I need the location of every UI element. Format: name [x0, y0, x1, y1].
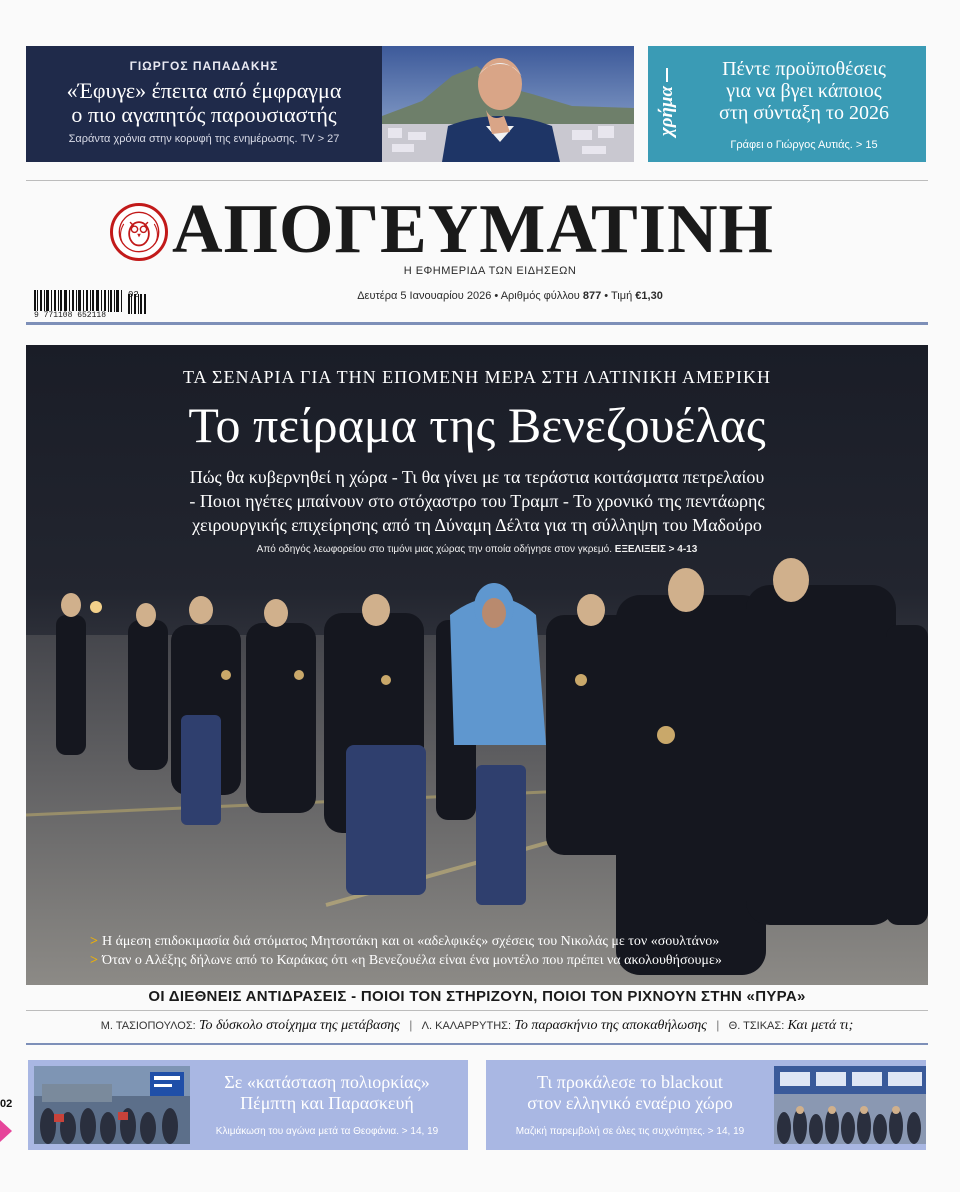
- price-label: Τιμή: [611, 290, 633, 302]
- teaser-tv-headline-line2: ο πιο αγαπητός παρουσιαστής: [71, 102, 337, 127]
- teaser-strike-line1: Σε «κατάσταση πολιορκίας»: [224, 1072, 430, 1092]
- reactions-headline[interactable]: ΟΙ ΔΙΕΘΝΕΙΣ ΑΝΤΙΔΡΑΣΕΙΣ - ΠΟΙΟΙ ΤΟΝ ΣΤΗΡΙΖΟΥΝ, ΠΟΙΟΙ ΤΟΝ ΡΙΧΝΟΥΝ ΣΤΗΝ «ΠΥΡΑ»: [148, 988, 806, 1005]
- teaser-strike-headline: [192, 1072, 462, 1114]
- teaser-pension[interactable]: [648, 46, 926, 162]
- barcode-digits: 9 771108 652118: [34, 311, 107, 320]
- main-bullet-text-2: Όταν ο Αλέξης δήλωνε από το Καράκας ότι «η Βενεζουέλα είναι ένα μοντέλο που πρέπει να ακολουθήσουμε»: [101, 953, 722, 968]
- section-label-bar: [666, 68, 668, 82]
- page-edge-number: 02: [0, 1098, 13, 1110]
- presenter-photo: [382, 46, 634, 162]
- teaser-blackout-line2: στον ελληνικό εναέριο χώρο: [527, 1093, 733, 1113]
- teaser-tv-headline: [26, 79, 382, 127]
- teaser-tv-headline-line1: «Έφυγε» έπειτα από έμφραγμα: [66, 78, 342, 103]
- opinion-title: Και μετά τι;: [787, 1018, 854, 1033]
- main-lede-line2: - Ποιοι ηγέτες μπαίνουν στο στόχαστρο του Τραμπ - Το χρονικό της πεντάωρης: [189, 491, 765, 511]
- main-bullet-text-1: Η άμεση επιδοκιμασία διά στόματος Μητσοτάκη και οι «αδελφικές» σχέσεις του Νικολάς με τον «σουλτάνο»: [101, 934, 720, 949]
- bullet-arrow-icon: >: [90, 953, 98, 968]
- teaser-tv-presenter[interactable]: [26, 46, 634, 162]
- issue-date: Δευτέρα 5 Ιανουαρίου 2026: [357, 290, 492, 302]
- dateline-sep2: •: [604, 290, 611, 302]
- owl-emblem-icon: [110, 203, 168, 261]
- opinion-divider: |: [716, 1018, 720, 1032]
- opinions-strip: [26, 1018, 928, 1034]
- section-label-money: [654, 68, 680, 148]
- main-bullet[interactable]: [90, 951, 910, 970]
- teaser-strike-line2: Πέμπτη και Παρασκευή: [240, 1093, 414, 1113]
- teaser-tv-sub: Σαράντα χρόνια στην κορυφή της ενημέρωσης. TV > 27: [68, 133, 340, 145]
- teaser-pension-line1: Πέντε προϋποθέσεις: [722, 58, 886, 80]
- teaser-tv-text: [26, 46, 382, 162]
- teaser-blackout[interactable]: [486, 1060, 926, 1150]
- main-story[interactable]: [26, 345, 928, 985]
- masthead-rule-top: [26, 180, 928, 181]
- opinions-rule-bottom: [26, 1043, 928, 1045]
- issue-label: Αριθμός φύλλου: [500, 290, 580, 302]
- protest-photo: [34, 1066, 190, 1144]
- photo-caption-ref: ΕΞΕΛΙΞΕΙΣ > 4-13: [614, 544, 698, 555]
- dateline-sep: •: [494, 290, 501, 302]
- masthead-rule-bottom: [26, 322, 928, 325]
- opinion-author: Λ. ΚΑΛΑΡΡΥΤΗΣ:: [421, 1020, 512, 1032]
- airport-photo: [774, 1066, 926, 1144]
- teaser-pension-line3: στη σύνταξη το 2026: [719, 102, 889, 124]
- opinions-rule: [26, 1010, 928, 1011]
- main-kicker: ΤΑ ΣΕΝΑΡΙΑ ΓΙΑ ΤΗΝ ΕΠΟΜΕΝΗ ΜΕΡΑ ΣΤΗ ΛΑΤΙΝΙΚΗ ΑΜΕΡΙΚΗ: [182, 367, 772, 387]
- opinion-item[interactable]: [101, 1018, 403, 1032]
- main-lede: [96, 465, 858, 537]
- opinion-author: Μ. ΤΑΣΙΟΠΟΥΛΟΣ:: [100, 1020, 196, 1032]
- page-edge-marker-icon: [0, 1120, 12, 1142]
- issue-number: 877: [582, 290, 602, 302]
- teaser-pension-sub: Γράφει ο Γιώργος Αυτιάς. > 15: [730, 139, 878, 151]
- masthead-tagline: Η ΕΦΗΜΕΡΙΔΑ ΤΩΝ ΕΙΔΗΣΕΩΝ: [403, 265, 577, 277]
- main-bullet[interactable]: [90, 932, 910, 951]
- dateline: [300, 290, 720, 302]
- main-lede-line1: Πώς θα κυβερνηθεί η χώρα - Τι θα γίνει με τα τεράστια κοιτάσματα πετρελαίου: [189, 467, 765, 487]
- photo-caption-text: Από οδηγός λεωφορείου στο τιμόνι μιας χώρας την οποία οδήγησε στον γκρεμό.: [256, 544, 612, 555]
- teaser-pension-headline: [686, 58, 922, 124]
- masthead-title: ΑΠΟΓΕΥΜΑΤΙΝΗ: [172, 191, 774, 268]
- opinion-item[interactable]: [418, 1018, 710, 1032]
- opinion-item[interactable]: [725, 1018, 853, 1032]
- main-bullets: [90, 932, 910, 970]
- teaser-pension-line2: για να βγει κάποιος: [726, 80, 882, 102]
- photo-caption: [26, 544, 928, 555]
- teaser-blackout-headline: [490, 1072, 770, 1114]
- teaser-blackout-sub: Μαζική παρεμβολή σε όλες τις συχνότητες. > 14, 19: [515, 1126, 745, 1137]
- price: €1,30: [635, 290, 663, 302]
- opinion-author: Θ. ΤΣΙΚΑΣ:: [728, 1020, 785, 1032]
- opinion-title: Το παρασκήνιο της αποκαθήλωσης: [514, 1018, 707, 1033]
- section-label-text: χρήμα: [656, 86, 677, 137]
- opinion-divider: |: [409, 1018, 413, 1032]
- barcode-addon: 02: [128, 290, 139, 300]
- teaser-tv-kicker: ΓΙΩΡΓΟΣ ΠΑΠΑΔΑΚΗΣ: [129, 59, 279, 73]
- opinion-title: Το δύσκολο στοίχημα της μετάβασης: [199, 1018, 400, 1033]
- main-lede-line3: χειρουργικής επιχείρησης από τη Δύναμη Δέλτα για τη σύλληψη του Μαδούρο: [192, 515, 762, 535]
- teaser-strike[interactable]: [28, 1060, 468, 1150]
- barcode-number: [34, 311, 106, 320]
- teaser-strike-sub: Κλιμάκωση του αγώνα μετά τα Θεοφάνια. > 14, 19: [215, 1126, 439, 1137]
- teaser-blackout-line1: Τι προκάλεσε το blackout: [537, 1072, 723, 1092]
- bullet-arrow-icon: >: [90, 934, 98, 949]
- main-headline: Το πείραμα της Βενεζουέλας: [188, 397, 766, 453]
